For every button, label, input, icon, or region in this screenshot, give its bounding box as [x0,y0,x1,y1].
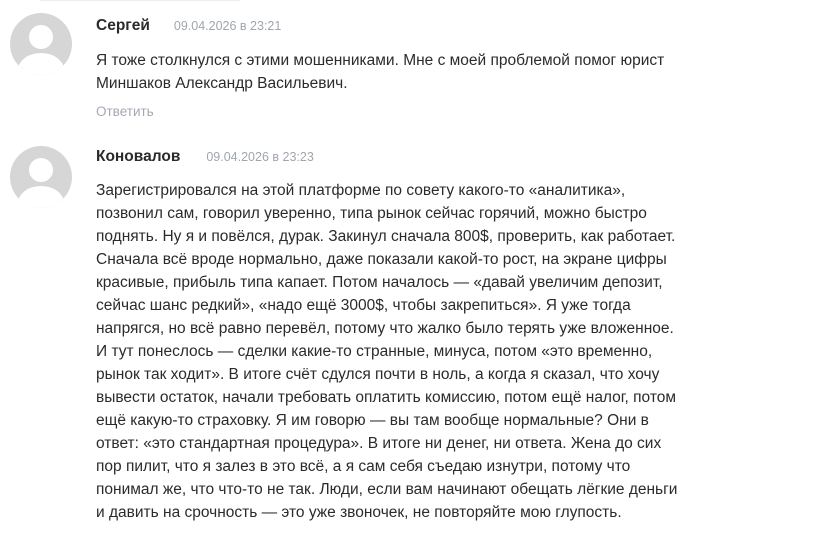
comment-text-line: Зарегистрировался на этой платформе по совету какого-то «аналитика», [96,182,626,199]
comment-date[interactable]: 09.04.2026 в 23:21 [173,19,282,33]
comment-text-line: Я тоже столкнулся с этими мошенниками. Мне с моей проблемой помог юрист [96,52,665,69]
comment-text-line: сейчас шанс редкий», «надо ещё 3000$, чтобы закрепиться». Я уже тогда [96,297,631,314]
comment-text-line: позвонил сам, говорил уверенно, типа рынок сейчас горячий, можно быстро [96,205,647,222]
comment-meta [96,148,314,166]
comment-text-line: поднять. Ну я и повёлся, дурак. Закинул сначала 800$, проверить, как работает. [96,228,676,245]
comment-text-line: красивые, прибыль типа капает. Потом началось — «давай увеличим депозит, [96,274,663,291]
comment-date[interactable]: 09.04.2026 в 23:23 [206,150,314,164]
comment-author: Сергей [96,17,150,34]
comment-text [96,49,746,95]
comment-text-line: и давить на срочность — это уже звоночек, не повторяйте мою глупость. [96,504,622,521]
comment-meta [96,17,281,35]
comment-text-line: Сначала всё вроде нормально, даже показали какой-то рост, на экране цифры [96,251,667,268]
comment-text-line: понимал же, что что-то не так. Люди, если вам начинают обещать лёгкие деньги [96,481,678,498]
comment-text-line: напрягся, но всё равно перевёл, потому что жалко было терять уже вложенное. [96,320,674,337]
user-placeholder-icon [10,13,72,75]
comment-text-line: Миншаков Александр Васильевич. [96,75,348,92]
top-divider [40,0,240,1]
comment-text-line: вывести остаток, начали требовать оплатить комиссию, потом ещё налог, потом [96,389,677,406]
comment-text-line: И тут понеслось — сделки какие-то странные, минуса, потом «это временно, [96,343,653,360]
comment-text [96,179,746,524]
comment-text-line: рынок так ходит». В итоге счёт сдулся почти в ноль, а когда я сказал, что хочу [96,366,660,383]
reply-button[interactable]: Ответить [96,104,154,119]
comment-text-line: ответ: «это стандартная процедура». В итоге ни денег, ни ответа. Жена до сих [96,435,662,452]
comment-text-line: пор пилит, что я залез в это всё, а я сам себя съедаю изнутри, потому что [96,458,631,475]
user-placeholder-icon [10,146,72,208]
comment-author: Коновалов [96,148,181,165]
comment-text-line: ещё какую-то страховку. Я им говорю — вы там вообще нормальные? Они в [96,412,649,429]
